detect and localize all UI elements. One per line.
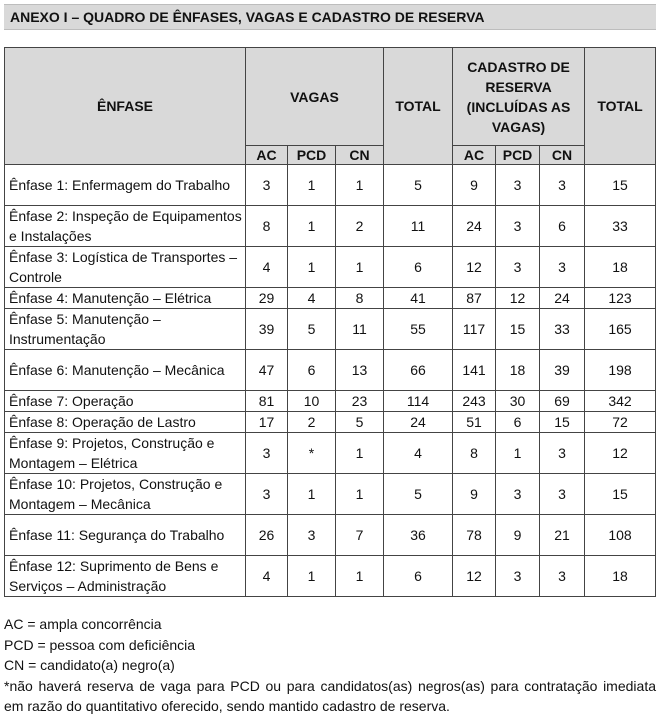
subheader-pcd: PCD: [288, 146, 336, 165]
header-row: [5, 48, 656, 146]
enfase-cell: Ênfase 10: Projetos, Construção e Montagem – Mecânica: [5, 474, 246, 515]
vagas-ac-cell: 4: [246, 556, 288, 597]
table-row: [5, 515, 656, 556]
vagas-cn-cell: 5: [336, 412, 384, 433]
cr-total-cell: 108: [585, 515, 656, 556]
enfase-cell: Ênfase 5: Manutenção – Instrumentação: [5, 309, 246, 350]
cr-total-cell: 165: [585, 309, 656, 350]
cr-ac-cell: 78: [453, 515, 496, 556]
table-row: [5, 556, 656, 597]
subheader-cr-ac: AC: [453, 146, 496, 165]
vagas-total-cell: 36: [384, 515, 453, 556]
vagas-pcd-cell: 1: [288, 206, 336, 247]
vagas-total-cell: 6: [384, 247, 453, 288]
subheader-cr-pcd: PCD: [496, 146, 540, 165]
enfase-cell: Ênfase 12: Suprimento de Bens e Serviços – Administração: [5, 556, 246, 597]
vagas-total-cell: 114: [384, 391, 453, 412]
cr-pcd-cell: 3: [496, 165, 540, 206]
cr-pcd-cell: 3: [496, 474, 540, 515]
cr-pcd-cell: 3: [496, 247, 540, 288]
enfase-cell: Ênfase 9: Projetos, Construção e Montagem – Elétrica: [5, 433, 246, 474]
vagas-cn-cell: 1: [336, 165, 384, 206]
vagas-total-cell: 5: [384, 165, 453, 206]
vagas-ac-cell: 4: [246, 247, 288, 288]
note-cn: CN = candidato(a) negro(a): [4, 657, 175, 673]
table-row: [5, 206, 656, 247]
vagas-total-cell: 4: [384, 433, 453, 474]
cr-ac-cell: 12: [453, 556, 496, 597]
vagas-pcd-cell: 5: [288, 309, 336, 350]
cr-pcd-cell: 30: [496, 391, 540, 412]
table-row: [5, 247, 656, 288]
cr-ac-cell: 87: [453, 288, 496, 309]
vagas-total-cell: 55: [384, 309, 453, 350]
vagas-pcd-cell: 2: [288, 412, 336, 433]
vagas-pcd-cell: 3: [288, 515, 336, 556]
cr-total-cell: 12: [585, 433, 656, 474]
vagas-cn-cell: 23: [336, 391, 384, 412]
subheader-cn: CN: [336, 146, 384, 165]
vagas-ac-cell: 29: [246, 288, 288, 309]
cr-cn-cell: 3: [540, 433, 585, 474]
cr-total-cell: 72: [585, 412, 656, 433]
vagas-ac-cell: 39: [246, 309, 288, 350]
cr-ac-cell: 243: [453, 391, 496, 412]
annex-title-bar: [4, 4, 656, 30]
cr-ac-cell: 12: [453, 247, 496, 288]
note-ac: AC = ampla concorrência: [4, 616, 162, 632]
cr-cn-cell: 69: [540, 391, 585, 412]
cr-ac-cell: 8: [453, 433, 496, 474]
vagas-total-cell: 6: [384, 556, 453, 597]
cr-pcd-cell: 3: [496, 206, 540, 247]
cr-cn-cell: 21: [540, 515, 585, 556]
cr-cn-cell: 39: [540, 350, 585, 391]
vagas-ac-cell: 17: [246, 412, 288, 433]
cr-ac-cell: 141: [453, 350, 496, 391]
vagas-pcd-cell: 1: [288, 556, 336, 597]
vagas-total-cell: 11: [384, 206, 453, 247]
vagas-cn-cell: 13: [336, 350, 384, 391]
enfase-cell: Ênfase 8: Operação de Lastro: [5, 412, 246, 433]
cr-ac-cell: 9: [453, 165, 496, 206]
vagas-ac-cell: 3: [246, 474, 288, 515]
cr-cn-cell: 15: [540, 412, 585, 433]
vagas-total-cell: 41: [384, 288, 453, 309]
enfase-cell: Ênfase 7: Operação: [5, 391, 246, 412]
vagas-pcd-cell: 4: [288, 288, 336, 309]
table-row: [5, 412, 656, 433]
vagas-cn-cell: 11: [336, 309, 384, 350]
vagas-pcd-cell: 1: [288, 474, 336, 515]
cr-cn-cell: 6: [540, 206, 585, 247]
cr-ac-cell: 9: [453, 474, 496, 515]
cr-pcd-cell: 6: [496, 412, 540, 433]
cr-cn-cell: 24: [540, 288, 585, 309]
cr-total-cell: 123: [585, 288, 656, 309]
enfase-cell: Ênfase 11: Segurança do Trabalho: [5, 515, 246, 556]
vagas-cn-cell: 2: [336, 206, 384, 247]
cr-total-cell: 18: [585, 247, 656, 288]
cr-ac-cell: 51: [453, 412, 496, 433]
cr-total-cell: 15: [585, 165, 656, 206]
enfase-cell: Ênfase 2: Inspeção de Equipamentos e Instalações: [5, 206, 246, 247]
subheader-cr-cn: CN: [540, 146, 585, 165]
table-row: [5, 433, 656, 474]
header-vagas: VAGAS: [246, 48, 384, 146]
enfase-cell: Ênfase 3: Logística de Transportes – Controle: [5, 247, 246, 288]
cr-total-cell: 15: [585, 474, 656, 515]
subheader-ac: AC: [246, 146, 288, 165]
table-row: [5, 474, 656, 515]
vagas-pcd-cell: 1: [288, 247, 336, 288]
cr-total-cell: 198: [585, 350, 656, 391]
note-asterisk: *não haverá reserva de vaga para PCD ou para candidatos(as) negros(as) para contratação imediata em razão do quantitativo oferecido, sendo mantido cadastro de reserva.: [4, 677, 656, 714]
header-cadastro-reserva: [453, 48, 585, 146]
vagas-total-cell: 5: [384, 474, 453, 515]
vagas-cn-cell: 1: [336, 247, 384, 288]
vagas-cn-cell: 1: [336, 433, 384, 474]
enfase-cell: Ênfase 4: Manutenção – Elétrica: [5, 288, 246, 309]
table-row: [5, 165, 656, 206]
quadro-table: [4, 47, 656, 597]
vagas-cn-cell: 1: [336, 556, 384, 597]
cr-cn-cell: 3: [540, 556, 585, 597]
cr-total-cell: 18: [585, 556, 656, 597]
cr-cn-cell: 3: [540, 247, 585, 288]
enfase-cell: Ênfase 1: Enfermagem do Trabalho: [5, 165, 246, 206]
vagas-cn-cell: 1: [336, 474, 384, 515]
vagas-ac-cell: 8: [246, 206, 288, 247]
note-pcd: PCD = pessoa com deficiência: [4, 636, 196, 653]
cr-cn-cell: 33: [540, 309, 585, 350]
cr-pcd-cell: 9: [496, 515, 540, 556]
vagas-total-cell: 24: [384, 412, 453, 433]
table-row: [5, 309, 656, 350]
header-cadastro-text: CADASTRO DE RESERVA (INCLUÍDAS AS VAGAS): [466, 58, 571, 135]
table-row: [5, 391, 656, 412]
cr-ac-cell: 117: [453, 309, 496, 350]
cr-pcd-cell: 3: [496, 556, 540, 597]
cr-cn-cell: 3: [540, 474, 585, 515]
cr-total-cell: 342: [585, 391, 656, 412]
vagas-pcd-cell: 1: [288, 165, 336, 206]
vagas-total-cell: 66: [384, 350, 453, 391]
annex-title: ANEXO I – QUADRO DE ÊNFASES, VAGAS E CADASTRO DE RESERVA: [10, 9, 485, 25]
cr-total-cell: 33: [585, 206, 656, 247]
vagas-ac-cell: 26: [246, 515, 288, 556]
cr-pcd-cell: 12: [496, 288, 540, 309]
vagas-ac-cell: 81: [246, 391, 288, 412]
vagas-pcd-cell: 6: [288, 350, 336, 391]
header-enfase: ÊNFASE: [5, 48, 246, 165]
table-row: [5, 350, 656, 391]
vagas-cn-cell: 8: [336, 288, 384, 309]
enfase-cell: Ênfase 6: Manutenção – Mecânica: [5, 350, 246, 391]
cr-pcd-cell: 15: [496, 309, 540, 350]
vagas-ac-cell: 3: [246, 165, 288, 206]
legend-notes: [4, 614, 656, 717]
vagas-pcd-cell: *: [288, 433, 336, 474]
vagas-pcd-cell: 10: [288, 391, 336, 412]
table-row: [5, 288, 656, 309]
header-total: TOTAL: [384, 48, 453, 165]
cr-pcd-cell: 18: [496, 350, 540, 391]
cr-cn-cell: 3: [540, 165, 585, 206]
cr-ac-cell: 24: [453, 206, 496, 247]
cr-pcd-cell: 1: [496, 433, 540, 474]
header-total-cr: TOTAL: [585, 48, 656, 165]
vagas-ac-cell: 3: [246, 433, 288, 474]
vagas-ac-cell: 47: [246, 350, 288, 391]
vagas-cn-cell: 7: [336, 515, 384, 556]
